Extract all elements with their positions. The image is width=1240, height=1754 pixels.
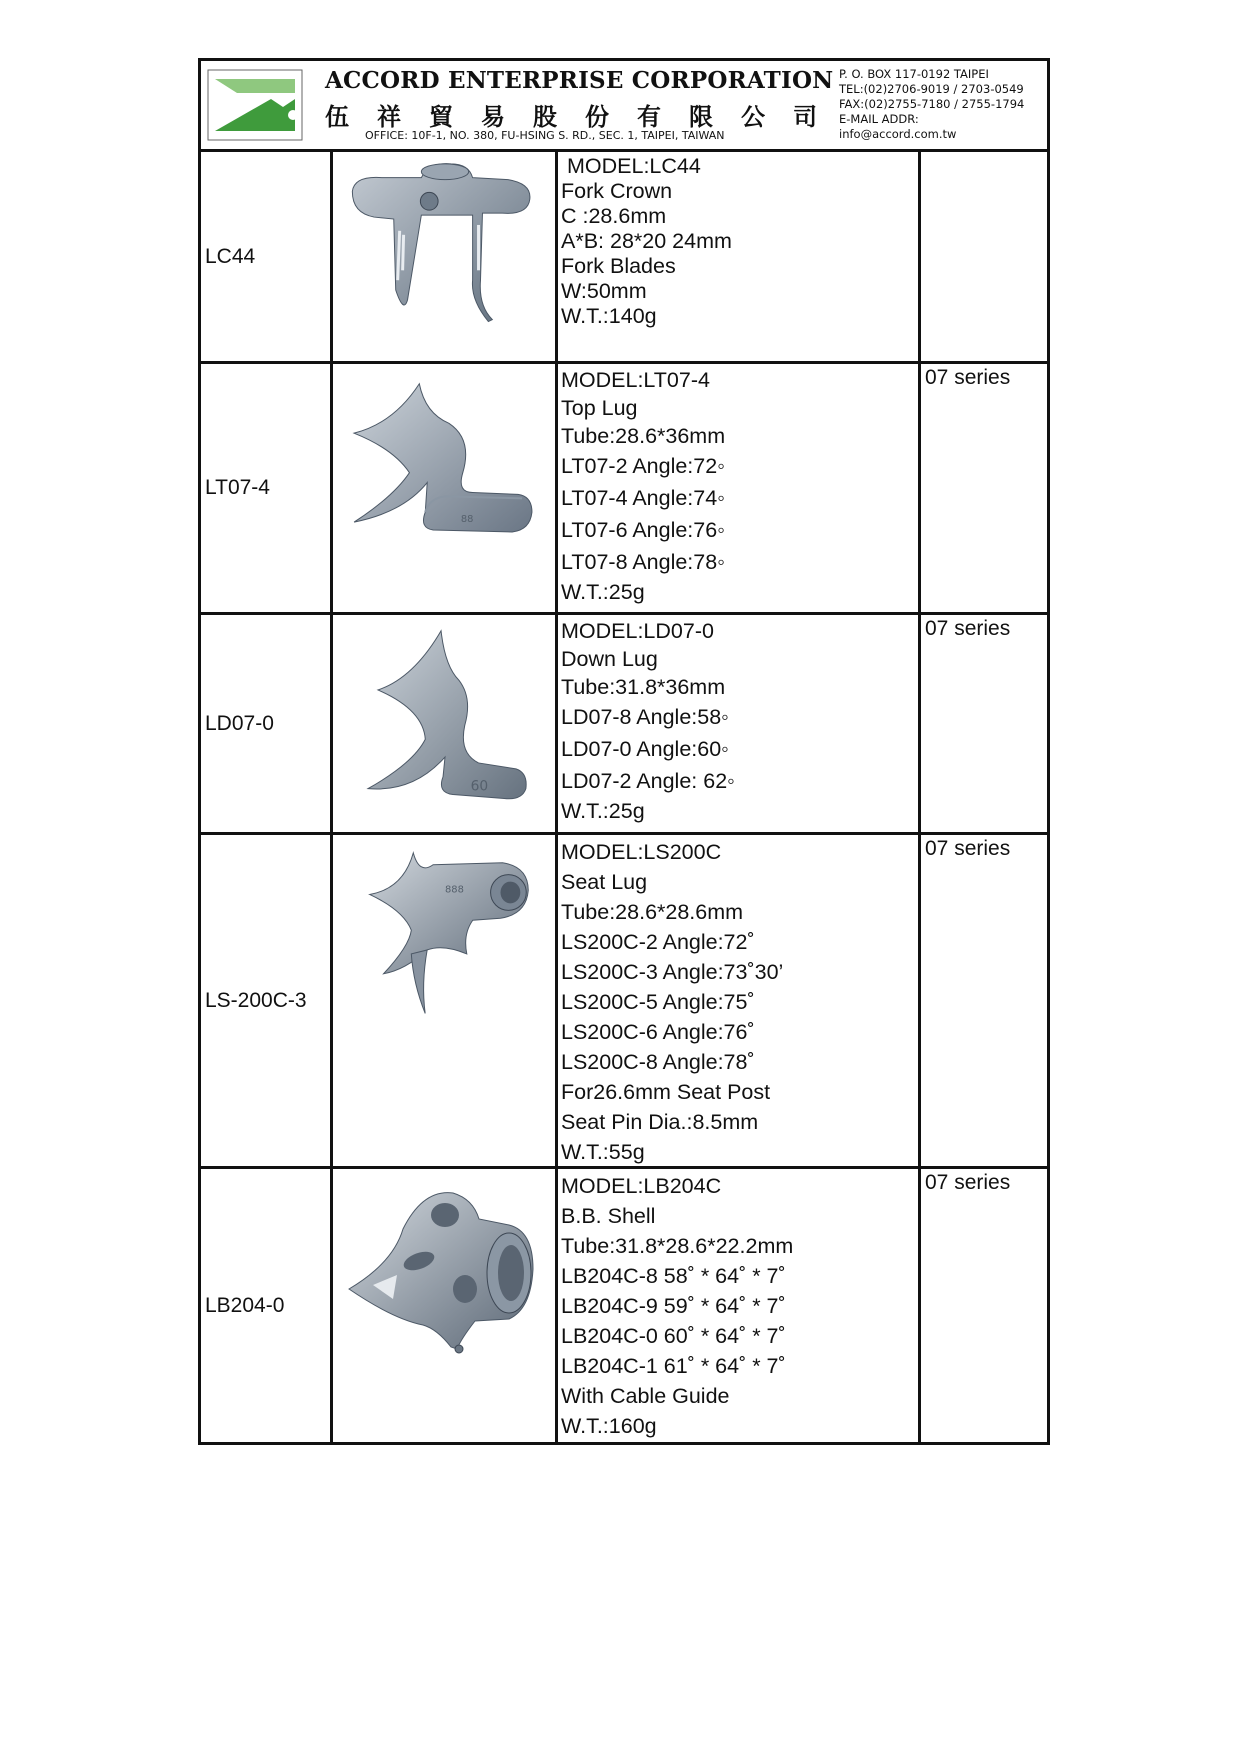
product-image bbox=[333, 152, 558, 361]
fork-crown-icon bbox=[333, 152, 558, 361]
spec-line: C :28.6mm bbox=[561, 204, 667, 228]
product-code: LD07-0 bbox=[201, 615, 333, 832]
product-code: LS-200C-3 bbox=[201, 835, 333, 1166]
product-spec bbox=[558, 835, 921, 1166]
product-row bbox=[201, 364, 1047, 615]
spec-model: MODEL:LD07-0 bbox=[561, 619, 714, 643]
office-address: OFFICE: 10F-1, NO. 380, FU-HSING S. RD., SEC. 1, TAIPEI, TAIWAN bbox=[365, 129, 725, 142]
spec-line: LB204C-1 61˚ * 64˚ * 7˚ bbox=[561, 1354, 786, 1378]
spec-line: LB204C-8 58˚ * 64˚ * 7˚ bbox=[561, 1264, 786, 1288]
seat-lug-icon bbox=[333, 835, 558, 1166]
spec-line: Top Lug bbox=[561, 396, 638, 420]
spec-line: LT07-6 Angle:76◦ bbox=[561, 518, 725, 542]
spec-line: Tube:28.6*36mm bbox=[561, 424, 726, 448]
contact-email-label: E-MAIL ADDR: bbox=[839, 112, 919, 126]
svg-text:88: 88 bbox=[460, 514, 474, 526]
spec-line: With Cable Guide bbox=[561, 1384, 730, 1408]
spec-line: LT07-4 Angle:74◦ bbox=[561, 486, 725, 510]
product-row bbox=[201, 835, 1047, 1169]
contact-po-box: P. O. BOX 117-0192 TAIPEI bbox=[839, 67, 989, 81]
spec-line: LS200C-8 Angle:78˚ bbox=[561, 1050, 755, 1074]
contact-email-link[interactable]: info@accord.com.tw bbox=[839, 127, 957, 141]
product-image bbox=[333, 364, 558, 612]
spec-model: MODEL:LC44 bbox=[567, 154, 701, 178]
company-name-zh: 伍祥貿易股份有限公司 bbox=[325, 102, 845, 131]
letterhead bbox=[201, 61, 1047, 152]
product-spec bbox=[558, 615, 921, 832]
spec-line: Tube:28.6*28.6mm bbox=[561, 900, 744, 924]
product-code: LB204-0 bbox=[201, 1169, 333, 1442]
spec-line: LD07-8 Angle:58◦ bbox=[561, 705, 729, 729]
down-lug-icon bbox=[333, 615, 558, 832]
spec-weight: W.T.:160g bbox=[561, 1414, 657, 1438]
product-row bbox=[201, 152, 1047, 364]
product-code: LT07-4 bbox=[201, 364, 333, 612]
series-note: 07 series bbox=[925, 1171, 1011, 1194]
product-spec bbox=[558, 152, 921, 361]
spec-line: Seat Lug bbox=[561, 870, 648, 894]
series-note: 07 series bbox=[925, 617, 1011, 640]
product-image bbox=[333, 615, 558, 832]
series-note: 07 series bbox=[925, 366, 1011, 389]
catalog-sheet bbox=[198, 58, 1050, 1445]
contact-tel: TEL:(02)2706-9019 / 2703-0549 bbox=[839, 82, 1024, 96]
spec-line: LT07-2 Angle:72◦ bbox=[561, 454, 725, 478]
spec-line: A*B: 28*20 24mm bbox=[561, 229, 732, 253]
spec-line: LD07-2 Angle: 62◦ bbox=[561, 769, 735, 793]
spec-line: B.B. Shell bbox=[561, 1204, 656, 1228]
svg-text:60: 60 bbox=[470, 778, 489, 795]
spec-line: Seat Pin Dia.:8.5mm bbox=[561, 1110, 759, 1134]
company-logo-icon bbox=[207, 69, 303, 141]
product-row bbox=[201, 615, 1047, 835]
spec-line: LT07-8 Angle:78◦ bbox=[561, 550, 725, 574]
spec-line: Tube:31.8*36mm bbox=[561, 675, 726, 699]
spec-line: Tube:31.8*28.6*22.2mm bbox=[561, 1234, 794, 1258]
spec-line: LD07-0 Angle:60◦ bbox=[561, 737, 729, 761]
product-image bbox=[333, 835, 558, 1166]
spec-weight: W.T.:140g bbox=[561, 304, 657, 328]
top-lug-icon bbox=[333, 364, 558, 612]
spec-line: LS200C-5 Angle:75˚ bbox=[561, 990, 755, 1014]
spec-weight: W.T.:25g bbox=[561, 799, 645, 823]
svg-text:888: 888 bbox=[445, 884, 464, 896]
spec-line: LB204C-0 60˚ * 64˚ * 7˚ bbox=[561, 1324, 786, 1348]
product-spec bbox=[558, 1169, 921, 1442]
contact-block bbox=[839, 67, 1024, 142]
series-note bbox=[921, 152, 1047, 361]
spec-line: Down Lug bbox=[561, 647, 658, 671]
product-image bbox=[333, 1169, 558, 1442]
spec-line: LS200C-3 Angle:73˚30’ bbox=[561, 960, 784, 984]
spec-line: LB204C-9 59˚ * 64˚ * 7˚ bbox=[561, 1294, 786, 1318]
spec-weight: W.T.:25g bbox=[561, 580, 645, 604]
product-row bbox=[201, 1169, 1047, 1442]
spec-line: W:50mm bbox=[561, 279, 647, 303]
spec-model: MODEL:LT07-4 bbox=[561, 368, 710, 392]
spec-line: Fork Blades bbox=[561, 254, 676, 278]
contact-fax: FAX:(02)2755-7180 / 2755-1794 bbox=[839, 97, 1025, 111]
spec-line: Fork Crown bbox=[561, 179, 673, 203]
spec-weight: W.T.:55g bbox=[561, 1140, 645, 1164]
spec-model: MODEL:LB204C bbox=[561, 1174, 722, 1198]
product-code: LC44 bbox=[201, 152, 333, 361]
spec-model: MODEL:LS200C bbox=[561, 840, 722, 864]
company-name-en: ACCORD ENTERPRISE CORPORATION bbox=[325, 67, 834, 94]
series-note: 07 series bbox=[925, 837, 1011, 860]
spec-line: For26.6mm Seat Post bbox=[561, 1080, 771, 1104]
bb-shell-icon bbox=[333, 1169, 558, 1442]
spec-line: LS200C-2 Angle:72˚ bbox=[561, 930, 755, 954]
product-spec bbox=[558, 364, 921, 612]
spec-line: LS200C-6 Angle:76˚ bbox=[561, 1020, 755, 1044]
